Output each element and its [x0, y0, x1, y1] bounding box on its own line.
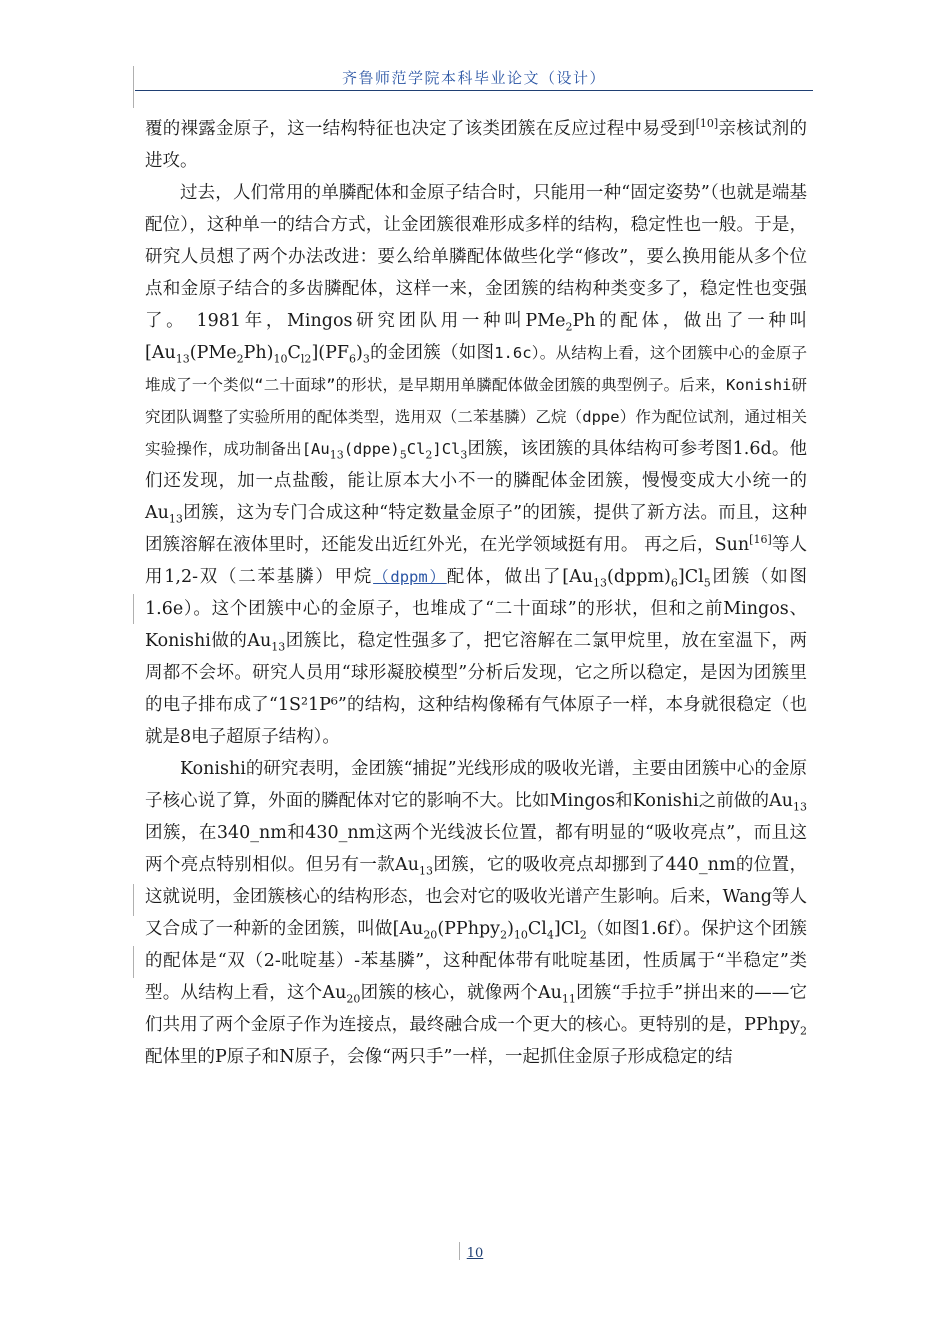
subscript: 13: [175, 352, 190, 366]
text-run: C: [287, 343, 301, 363]
subscript: 13: [418, 864, 433, 878]
margin-change-bar: [133, 946, 134, 978]
citation-10: [10]: [695, 117, 719, 131]
subscript: l2: [300, 352, 312, 366]
subscript: 13: [168, 512, 183, 526]
page-number: 10: [466, 1246, 484, 1261]
paragraph-1: [145, 113, 807, 177]
citation-16: [16]: [749, 533, 772, 547]
text-run: （如图1.6f）。保护这个团簇的配体是“双（2-吡啶基）-苯基膦”，这种配体带有吡啶基团，性质属于“半稳定”类型。从结构上看，这个Au: [145, 919, 807, 1003]
subscript: 20: [423, 928, 438, 942]
margin-change-bar: [133, 884, 134, 916]
text-run: Cl: [406, 440, 426, 458]
subscript: 5: [399, 448, 407, 462]
text-run: 1.6c）。从结构上看，这个团簇中心的金原子堆成了一个类似“二十面球”的形状，是早期用单膦配体做金团簇的典型例子。后来，Konishi研究团队调整了实验所用的配体类型，选用双（二苯基膦）乙烷（dppe）作为配位试剂，通过相关实验操作，成功制备出[Au: [145, 344, 807, 458]
page-header: [135, 66, 813, 91]
margin-change-bar: [133, 594, 134, 624]
subscript: 10: [513, 928, 528, 942]
text-run: ): [356, 343, 363, 363]
text-run: 亲核试剂的进攻。: [145, 119, 808, 171]
text-run: 配体，做出了[Au: [446, 567, 594, 587]
subscript: 2: [425, 448, 433, 462]
text-run: 团簇“手拉手”拼出来的——它们共用了两个金原子作为连接点，最终融合成一个更大的核心。更特别的是，PPhpy: [145, 983, 807, 1035]
text-run: ]Cl: [677, 567, 704, 587]
text-run: ]Cl: [553, 919, 580, 939]
text-run: (PPhpy: [437, 919, 501, 939]
text-run: (dppe): [343, 440, 400, 458]
text-run: 团簇，这为专门合成这种“特定数量金原子”的团簇，提供了新方法。而且，这种团簇溶解在液体里时，还能发出近红外光，在光学领域挺有用。 再之后，Sun: [145, 503, 807, 555]
paragraph-2: [145, 177, 807, 753]
subscript: 2: [579, 928, 587, 942]
header-title: 齐鲁师范学院本科毕业论文（设计）: [341, 69, 606, 87]
text-run: (dppm): [607, 567, 671, 587]
subscript: 13: [593, 576, 608, 590]
subscript: 2: [500, 928, 508, 942]
subscript: 2: [565, 320, 573, 334]
subscript: 2: [800, 1024, 807, 1038]
text-run: Ph): [243, 343, 274, 363]
subscript: 2: [236, 352, 244, 366]
text-run: 的金团簇（如图: [369, 343, 495, 363]
subscript: 3: [460, 448, 468, 462]
text-run: 过去，人们常用的单膦配体和金原子结合时，只能用一种“固定姿势”（也就是端基配位），这种单一的结合方式，让金团簇很难形成多样的结构，稳定性也一般。于是，研究人员想了两个办法改进：要么给单膦配体做些化学“修改”，要么换用能从多个位点和金原子结合的多齿膦配体，这样一来，金团簇的结构种类变多了，稳定性也变强了。 1981年，Mingos研究团队用一种叫PMe: [145, 183, 807, 331]
subscript: 10: [273, 352, 288, 366]
subscript: 3: [362, 352, 370, 366]
subscript: 13: [329, 448, 344, 462]
text-run: ](PF: [311, 343, 350, 363]
subscript: 6: [670, 576, 678, 590]
subscript: 4: [546, 928, 554, 942]
page-footer: [0, 1242, 950, 1261]
text-run: 配体里的P原子和N原子，会像“两只手”一样，一起抓住金原子形成稳定的结: [145, 1047, 733, 1067]
subscript: 13: [271, 640, 286, 654]
subscript: 6: [349, 352, 357, 366]
text-run: Cl: [527, 919, 547, 939]
text-run: ]Cl: [432, 440, 461, 458]
text-run: 团簇比，稳定性强多了，把它溶解在二氯甲烷里，放在室温下，两周都不会坏。研究人员用“球形凝胶模型”分析后发现，它之所以稳定，是因为团簇里的电子排布成了“1S²1P⁶”的结构，这种结构像稀有气体原子一样，本身就很稳定（也就是8电子超原子结构）。: [145, 631, 808, 747]
text-run: Konishi的研究表明，金团簇“捕捉”光线形成的吸收光谱，主要由团簇中心的金原子核心说了算，外面的膦配体对它的影响不大。比如Mingos和Konishi之前做的Au: [145, 759, 807, 811]
text-run: 等人用1,2-双（二苯基膦）甲烷: [145, 535, 807, 587]
margin-change-bar: [133, 66, 134, 108]
text-run: 覆的裸露金原子，这一结构特征也决定了该类团簇在反应过程中易受到: [145, 119, 696, 139]
subscript: 5: [703, 576, 711, 590]
text-run: (PMe: [189, 343, 237, 363]
document-body: [145, 113, 807, 1073]
subscript: 13: [793, 800, 807, 814]
text-run: 团簇的核心，就像两个Au: [360, 983, 562, 1003]
subscript: 11: [561, 992, 576, 1006]
subscript: 20: [346, 992, 361, 1006]
text-run: 团簇，它的吸收亮点却挪到了440_nm的位置，这就说明，金团簇核心的结构形态，也会对它的吸收光谱产生影响。后来，Wang等人又合成了一种新的金团簇，叫做[Au: [145, 855, 807, 939]
text-run: 团簇，在340_nm和430_nm这两个光线波长位置，都有明显的“吸收亮点”，而且这两个亮点特别相似。但另有一款Au: [145, 823, 807, 875]
dppm-link[interactable]: （dppm）: [373, 568, 447, 586]
text-run: Ph的配体，做出了一种叫[Au: [145, 311, 808, 363]
text-run: 团簇，该团簇的具体结构可参考图1.6d。他们还发现，加一点盐酸，能让原本大小不一的膦配体金团簇，慢慢变成大小统一的Au: [145, 439, 807, 523]
text-run: 团簇（如图1.6e）。这个团簇中心的金原子，也堆成了“二十面球”的形状，但和之前Mingos、Konishi做的Au: [145, 567, 807, 651]
text-run: ): [507, 919, 514, 939]
paragraph-3: [145, 753, 807, 1073]
